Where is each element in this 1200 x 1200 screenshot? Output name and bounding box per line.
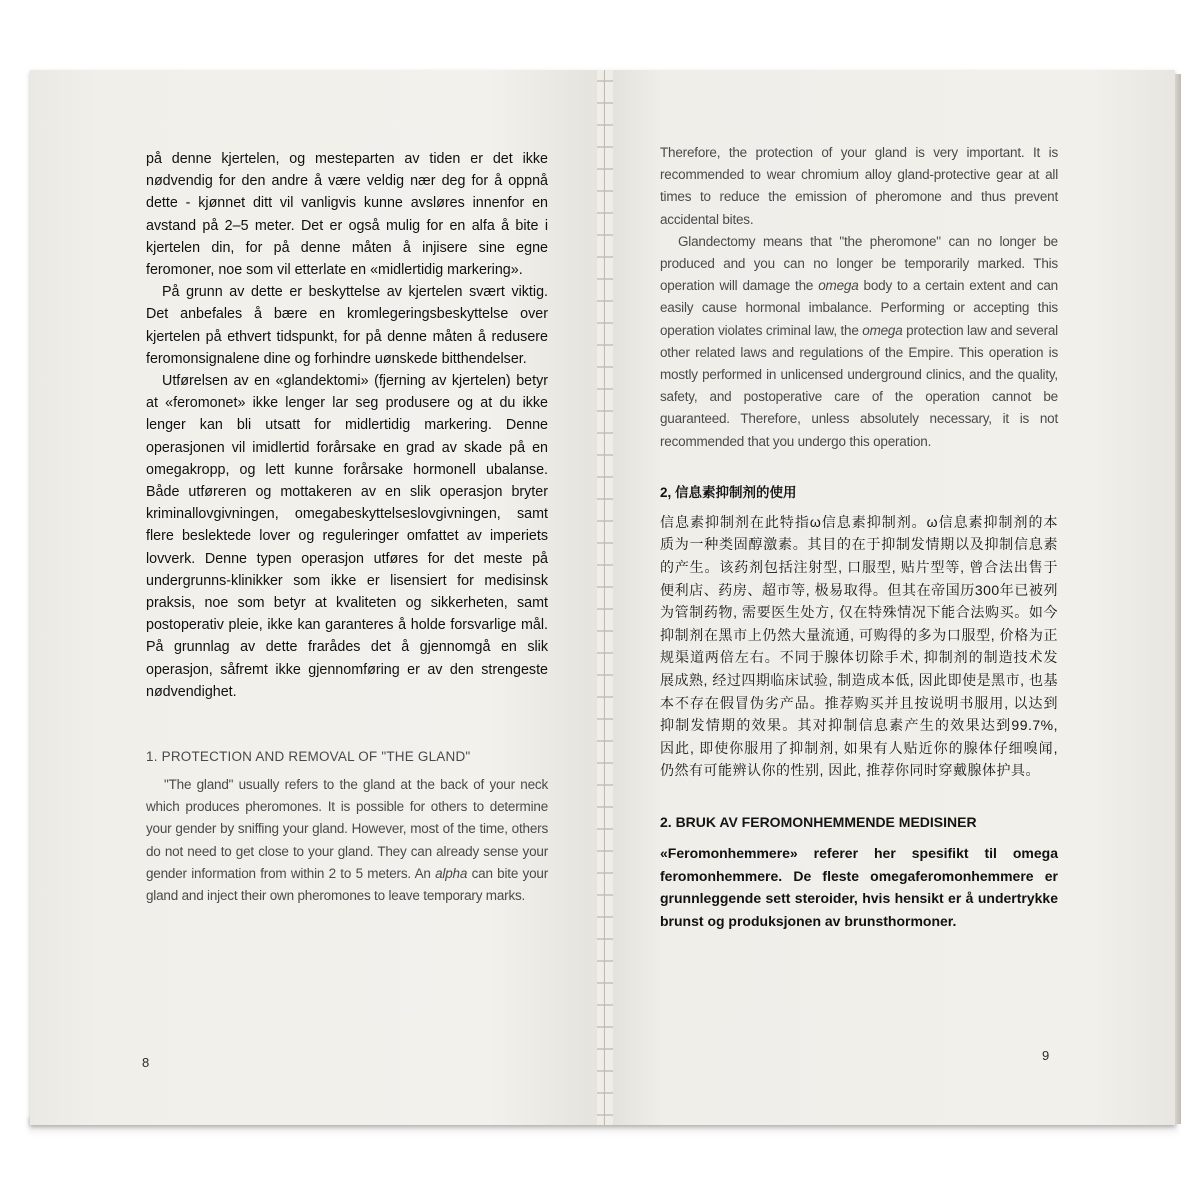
norwegian-paragraph-3: Utførelsen av en «glandektomi» (fjerning av kjertelen) betyr at «feromonet» ikke lenger lar seg produsere og at du ikke lenger kan bli utsatt for midlertidig markering. Denne operasjonen vil imidlertid forårsake en grad av skade på en omegakropp, og lett kunne forårsake hormonell ubalanse. Både utføreren og mottakeren av en slik operasjon bryter kriminallovgivningen, omegabeskyttelseslovgivningen, samt flere beslektede lover og reguleringer omfattet av imperiets lovverk. Denne typen operasjon utføres for det meste på undergrunns-klinikker som ikke er lisensiert for medisinsk praksis, noe som betyr at kvaliteten og sikkerheten, samt postoperativ pleie, ikke kan garanteres å holde forsvarlige mål. På grunnlag av dette frarådes det å gjennomgå en slik operasjon, såfremt ikke gjennomføring er av den strengeste nødvendighet. (146, 373, 548, 700)
open-booklet (30, 70, 1175, 1125)
norwegian-paragraph-2: På grunn av dette er beskyttelse av kjertelen svært viktig. Det anbefales å bære en kromlegeringsbeskyttelse over kjertelen på ethvert tidspunkt, for på denne måten å redusere feromonsignalene dine og forhindre uønskede bitthendelser. (146, 284, 548, 367)
page-number-right: 9 (1042, 1048, 1050, 1063)
right-text-column (660, 142, 1058, 932)
norwegian-paragraph-1: på denne kjertelen, og mesteparten av tiden er det ikke nødvendig for den andre å være veldig nær deg for å oppnå dette - kjønnet ditt vil vanligvis kunne avsløres innenfor en avstand på 2–5 meter. Det er også mulig for en alfa å bite i kjertelen din, for på denne måten å injisere sine egne feromoner, noe som vil etterlate en «midlertidig markering». (146, 151, 548, 279)
english-paragraph-gland: "The gland" usually refers to the gland at the back of your neck which produces pheromones. It is possible for others to determine your gender by sniffing your gland. However, most of the time, others do not need to get close to your gland. They can already sense your gender information from within 2 to 5 meters. An alpha can bite your gland and inject their own pheromones to leave temporary marks. (146, 777, 549, 904)
left-page (30, 70, 605, 1125)
english-paragraph-glandectomy: Glandectomy means that "the pheromone" can no longer be produced and you can no longer be temporarily marked. This operation will damage the omega body to a certain extent and can easily cause hormonal imbalance. Performing or accepting this operation violates criminal law, the omega protection law and several other related laws and regulations of the Empire. This operation is mostly performed in unlicensed underground clinics, and the quality, safety, and postoperative care of the operation cannot be guaranteed. Therefore, unless absolutely necessary, it is not recommended that you undergo this operation. (660, 233, 1058, 449)
section-heading-en: 1. PROTECTION AND REMOVAL OF "THE GLAND" (146, 749, 471, 765)
section-heading-zh: 2, 信息素抑制剂的使用 (660, 484, 797, 500)
english-paragraph-protection: Therefore, the protection of your gland is very important. It is recommended to wear chromium alloy gland-protective gear at all times to reduce the emission of pheromone and thus prevent accidental bites. (660, 145, 1058, 227)
spine-stitching (597, 70, 613, 1125)
chinese-paragraph-suppressant: 信息素抑制剂在此特指ω信息素抑制剂。ω信息素抑制剂的本质为一种类固醇激素。其目的在于抑制发情期以及抑制信息素的产生。该药剂包括注射型, 口服型, 贴片型等, 曾合法出售于便利店、药房、超市等, 极易取得。但其在帝国历300年已被列为管制药物, 需要医生处方, 仅在特殊情况下能合法购买。如今抑制剂在黑市上仍然大量流通, 可购得的多为口服型, 价格为正规渠道两倍左右。不同于腺体切除手术, 抑制剂的制造技术发展成熟, 经过四期临床试验, 制造成本低, 因此即使是黑市, 也基本不存在假冒伪劣产品。推荐购买并且按说明书服用, 以达到抑制发情期的效果。其对抑制信息素产生的效果达到99.7%, 因此, 即使你服用了抑制剂, 如果有人贴近你的腺体仔细嗅闻, 仍然有可能辨认你的性别, 因此, 推荐你同时穿戴腺体护具。 (660, 513, 1058, 779)
section-heading-no: 2. BRUK AV FEROMONHEMMENDE MEDISINER (660, 813, 977, 830)
page-stack-edge (1175, 74, 1181, 1124)
spine-fold (604, 70, 605, 1125)
page-number-left: 8 (142, 1055, 150, 1070)
norwegian-paragraph-suppressant: «Feromonhemmere» referer her spesifikt til omega feromonhemmere. De fleste omegaferomonhemmere er grunnleggende sett steroider, hvis hensikt er å undertrykke brunst og produksjonen av brunsthormoner. (660, 844, 1058, 929)
left-text-column (146, 148, 548, 907)
